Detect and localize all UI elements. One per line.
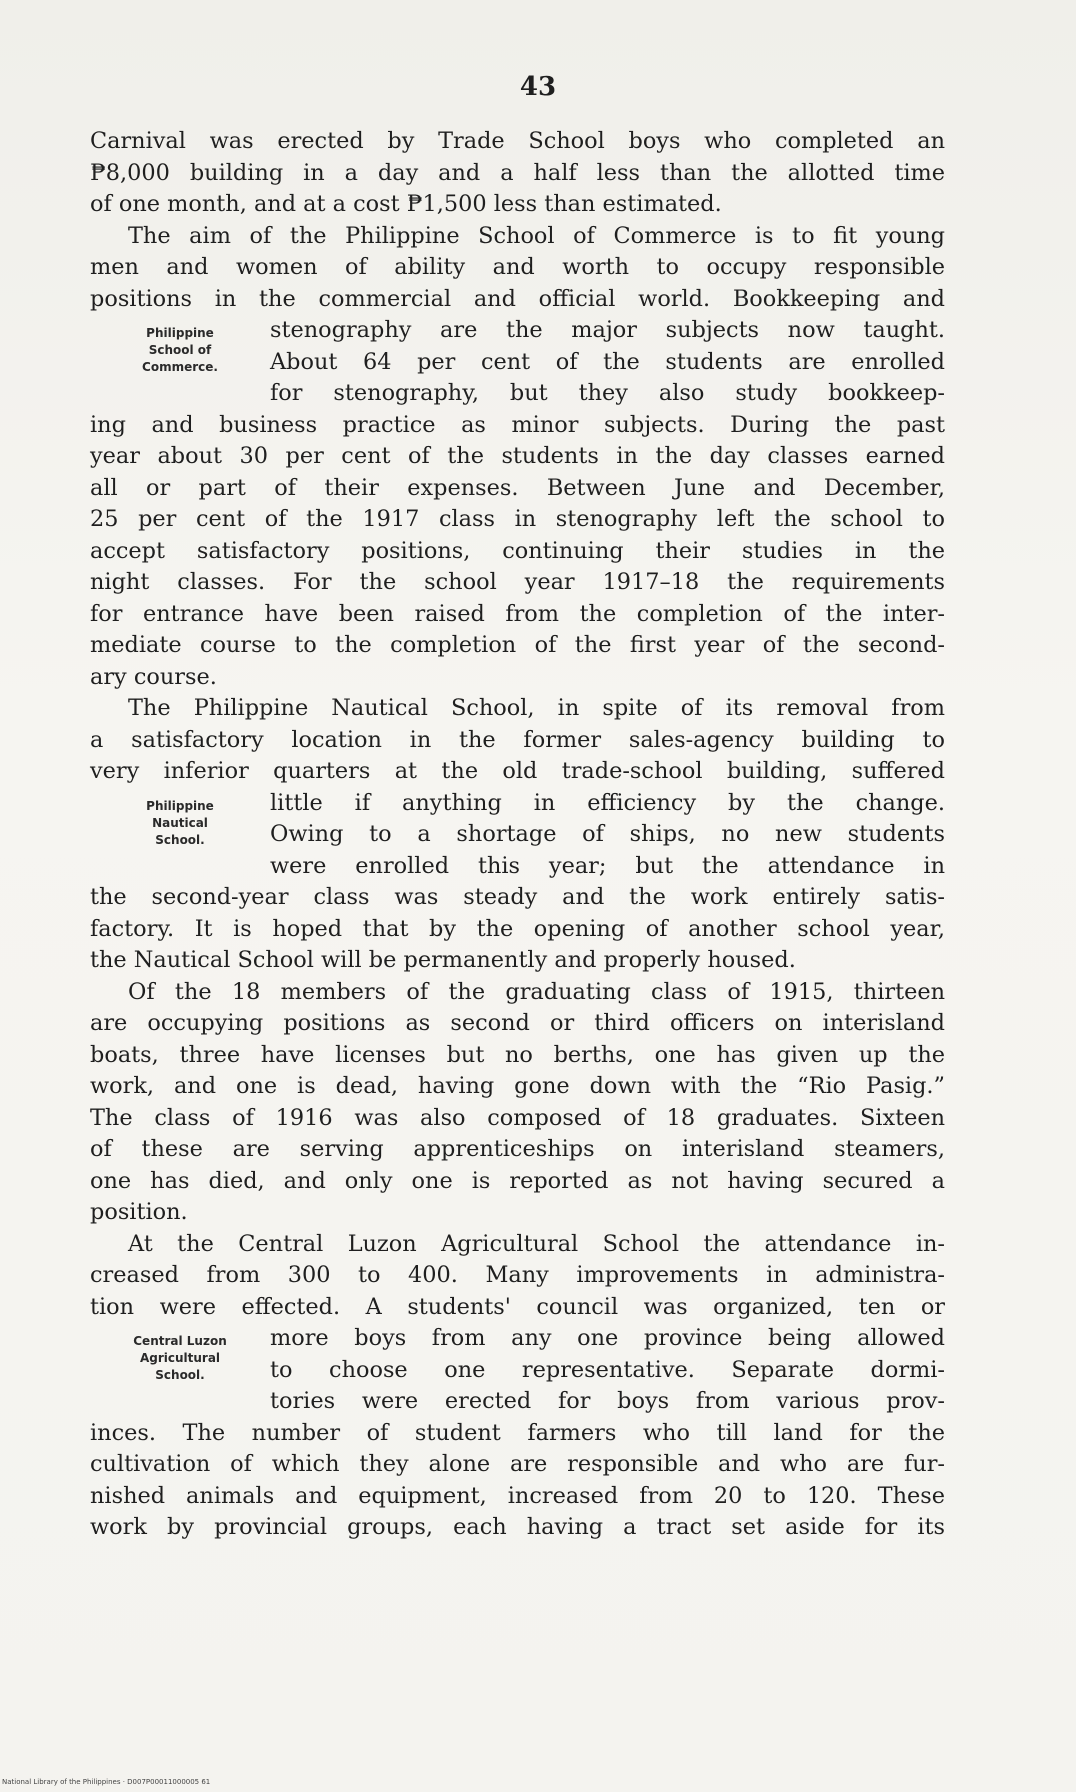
text-line: mediate course to the completion of the first year of the second- bbox=[90, 632, 945, 658]
text-line: work by provincial groups, each having a tract set aside for its bbox=[90, 1514, 945, 1540]
text-line: are occupying positions as second or third officers on interisland bbox=[90, 1010, 945, 1036]
text-line: the second-year class was steady and the work entirely satis- bbox=[90, 884, 945, 910]
text-line: About 64 per cent of the students are enrolled bbox=[270, 348, 945, 375]
text-line: for stenography, but they also study bookkeep- bbox=[270, 380, 945, 406]
wrapped-text bbox=[270, 1323, 945, 1418]
body-text bbox=[90, 126, 945, 1544]
text-line: very inferior quarters at the old trade-school building, suffered bbox=[90, 758, 945, 784]
text-line: men and women of ability and worth to occupy responsible bbox=[90, 254, 945, 280]
sidenote-block bbox=[90, 1323, 945, 1418]
sidenote-line: Central Luzon bbox=[133, 1334, 227, 1348]
text-line: of one month, and at a cost ₱1,500 less than estimated. bbox=[90, 191, 722, 217]
sidenote-line: School. bbox=[155, 832, 205, 847]
text-line: ₱8,000 building in a day and a half less than the allotted time bbox=[90, 159, 945, 186]
text-line: nished animals and equipment, increased from 20 to 120. These bbox=[90, 1482, 945, 1509]
text-line: to choose one representative. Separate dormi- bbox=[270, 1356, 945, 1383]
text-line: all or part of their expenses. Between June and December, bbox=[90, 474, 945, 501]
sidenote-line: Philippine bbox=[146, 326, 214, 340]
sidenote-line: Philippine bbox=[146, 798, 214, 813]
sidenote-commerce bbox=[90, 315, 270, 410]
text-line: Carnival was erected by Trade School boys who completed an bbox=[90, 128, 945, 154]
sidenote-line: Nautical bbox=[152, 815, 208, 830]
sidenote-line: School of bbox=[148, 343, 212, 357]
wrapped-text bbox=[270, 315, 945, 410]
page-number: 43 bbox=[519, 72, 557, 102]
text-line: stenography are the major subjects now taught. bbox=[270, 317, 945, 343]
text-line: one has died, and only one is reported as not having secured a bbox=[90, 1167, 945, 1194]
text-line: 25 per cent of the 1917 class in stenography left the school to bbox=[90, 506, 945, 532]
text-line: tories were erected for boys from various prov- bbox=[270, 1388, 945, 1414]
text-line: ing and business practice as minor subjects. During the past bbox=[90, 411, 945, 438]
text-line: Of the 18 members of the graduating class of 1915, thirteen bbox=[128, 978, 945, 1005]
text-line: The class of 1916 was also composed of 18 graduates. Sixteen bbox=[90, 1104, 945, 1131]
sidenote-agricultural bbox=[90, 1323, 270, 1418]
text-line: positions in the commercial and official world. Bookkeeping and bbox=[90, 285, 945, 312]
text-line: The aim of the Philippine School of Commerce is to fit young bbox=[128, 222, 945, 249]
text-line: The Philippine Nautical School, in spite of its removal from bbox=[128, 695, 945, 721]
sidenote-nautical bbox=[90, 788, 270, 883]
text-line: of these are serving apprenticeships on interisland steamers, bbox=[90, 1136, 945, 1162]
scan-footer: National Library of the Philippines · D007P00011000005 61 bbox=[2, 1778, 211, 1786]
text-line: boats, three have licenses but no berths, one has given up the bbox=[90, 1041, 945, 1068]
text-line: cultivation of which they alone are responsible and who are fur- bbox=[90, 1451, 945, 1477]
text-line: the Nautical School will be permanently and properly housed. bbox=[90, 947, 796, 973]
text-line: Owing to a shortage of ships, no new students bbox=[270, 821, 945, 847]
text-line: At the Central Luzon Agricultural School the attendance in- bbox=[128, 1230, 945, 1257]
text-line: a satisfactory location in the former sales-agency building to bbox=[90, 726, 945, 753]
text-line: creased from 300 to 400. Many improvements in administra- bbox=[90, 1262, 945, 1288]
wrapped-text bbox=[270, 788, 945, 883]
text-line: more boys from any one province being allowed bbox=[270, 1325, 945, 1351]
sidenote-line: Agricultural bbox=[139, 1351, 221, 1365]
text-line: night classes. For the school year 1917–18 the requirements bbox=[90, 569, 945, 595]
text-line: year about 30 per cent of the students in the day classes earned bbox=[90, 443, 945, 469]
text-line: accept satisfactory positions, continuing their studies in the bbox=[90, 537, 945, 564]
text-line: inces. The number of student farmers who till land for the bbox=[90, 1419, 945, 1446]
text-line: tion were effected. A students' council was organized, ten or bbox=[90, 1293, 945, 1320]
sidenote-block bbox=[90, 315, 945, 410]
sidenote-line: Commerce. bbox=[142, 360, 218, 374]
text-line: ary course. bbox=[90, 663, 217, 690]
sidenote-block bbox=[90, 788, 945, 883]
text-line: for entrance have been raised from the completion of the inter- bbox=[90, 600, 945, 627]
text-line: little if anything in efficiency by the change. bbox=[270, 789, 945, 816]
text-line: factory. It is hoped that by the opening of another school year, bbox=[90, 915, 945, 942]
sidenote-line: School. bbox=[155, 1368, 205, 1382]
text-line: work, and one is dead, having gone down with the “Rio Pasig.” bbox=[90, 1073, 945, 1099]
text-line: were enrolled this year; but the attendance in bbox=[270, 852, 945, 879]
text-line: position. bbox=[90, 1199, 188, 1225]
